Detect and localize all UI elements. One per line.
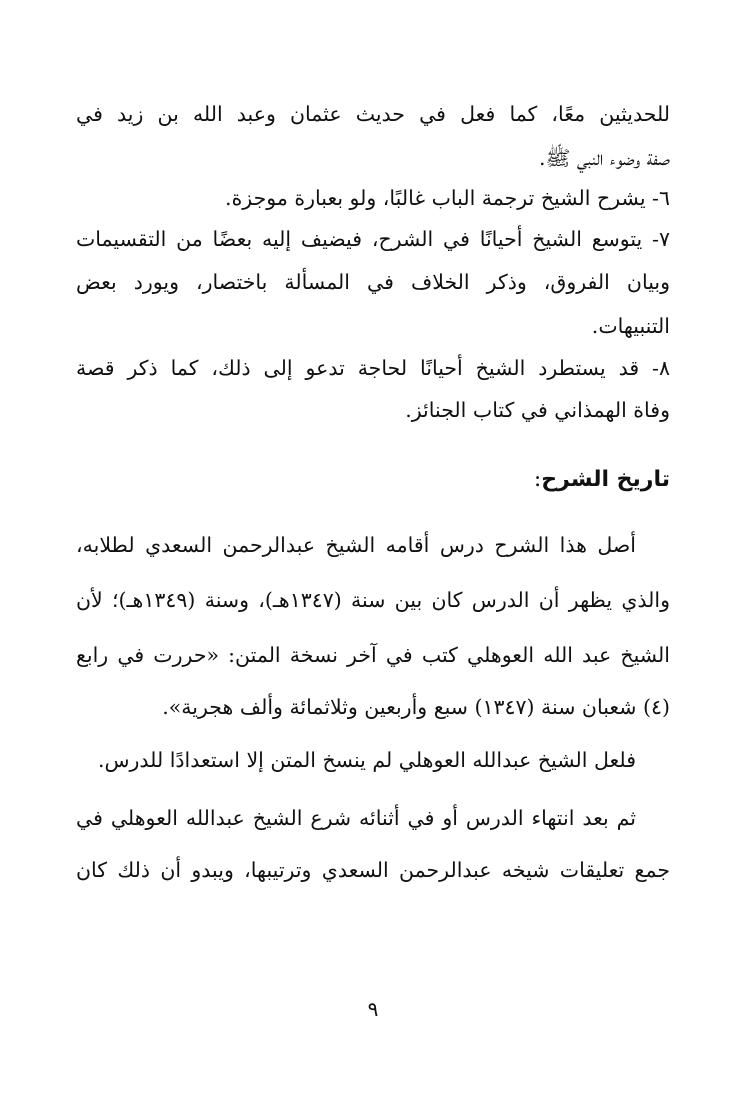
text-line: صفة وضوء النبي ﷺ. — [539, 146, 670, 170]
section-heading — [534, 463, 670, 497]
list-item-6: ٦- يشرح الشيخ ترجمة الباب غالبًا، ولو بعبارة موجزة. — [225, 186, 670, 210]
text-line: التنبيهات. — [591, 314, 670, 338]
list-item-7: ٧- يتوسع الشيخ أحيانًا في الشرح، فيضيف إليه بعضًا من التقسيمات — [76, 227, 670, 251]
paragraph-line: فلعل الشيخ عبدالله العوهلي لم ينسخ المتن إلا استعدادًا للدرس. — [97, 748, 636, 772]
section-heading-colon: : — [533, 467, 542, 492]
paragraph-line: الشيخ عبد الله العوهلي كتب في آخر نسخة المتن: «حررت في رابع — [76, 643, 670, 667]
paragraph-line: ثم بعد انتهاء الدرس أو في أثنائه شرع الشيخ عبدالله العوهلي في — [76, 806, 636, 830]
section-heading-text: تاريخ الشرح — [541, 467, 670, 492]
page-number: ٩ — [367, 997, 379, 1021]
paragraph-line: والذي يظهر أن الدرس كان بين سنة (١٣٤٧هـ)، وسنة (١٣٤٩هـ)؛ لأن — [76, 588, 670, 612]
paragraph-line: جمع تعليقات شيخه عبدالرحمن السعدي وترتيبها، ويبدو أن ذلك كان — [76, 858, 670, 882]
paragraph-line: (٤) شعبان سنة (١٣٤٧) سبع وأربعين وثلاثمائة وألف هجرية». — [162, 695, 670, 719]
paragraph-line: أصل هذا الشرح درس أقامه الشيخ عبدالرحمن السعدي لطلابه، — [76, 533, 636, 557]
text-line: للحديثين معًا، كما فعل في حديث عثمان وعبد الله بن زيد في — [76, 102, 670, 126]
list-item-8: ٨- قد يستطرد الشيخ أحيانًا لحاجة تدعو إلى ذلك، كما ذكر قصة — [76, 356, 670, 380]
text-line: وبيان الفروق، وذكر الخلاف في المسألة باختصار، ويورد بعض — [76, 270, 670, 294]
text-line: وفاة الهمذاني في كتاب الجنائز. — [405, 398, 670, 422]
